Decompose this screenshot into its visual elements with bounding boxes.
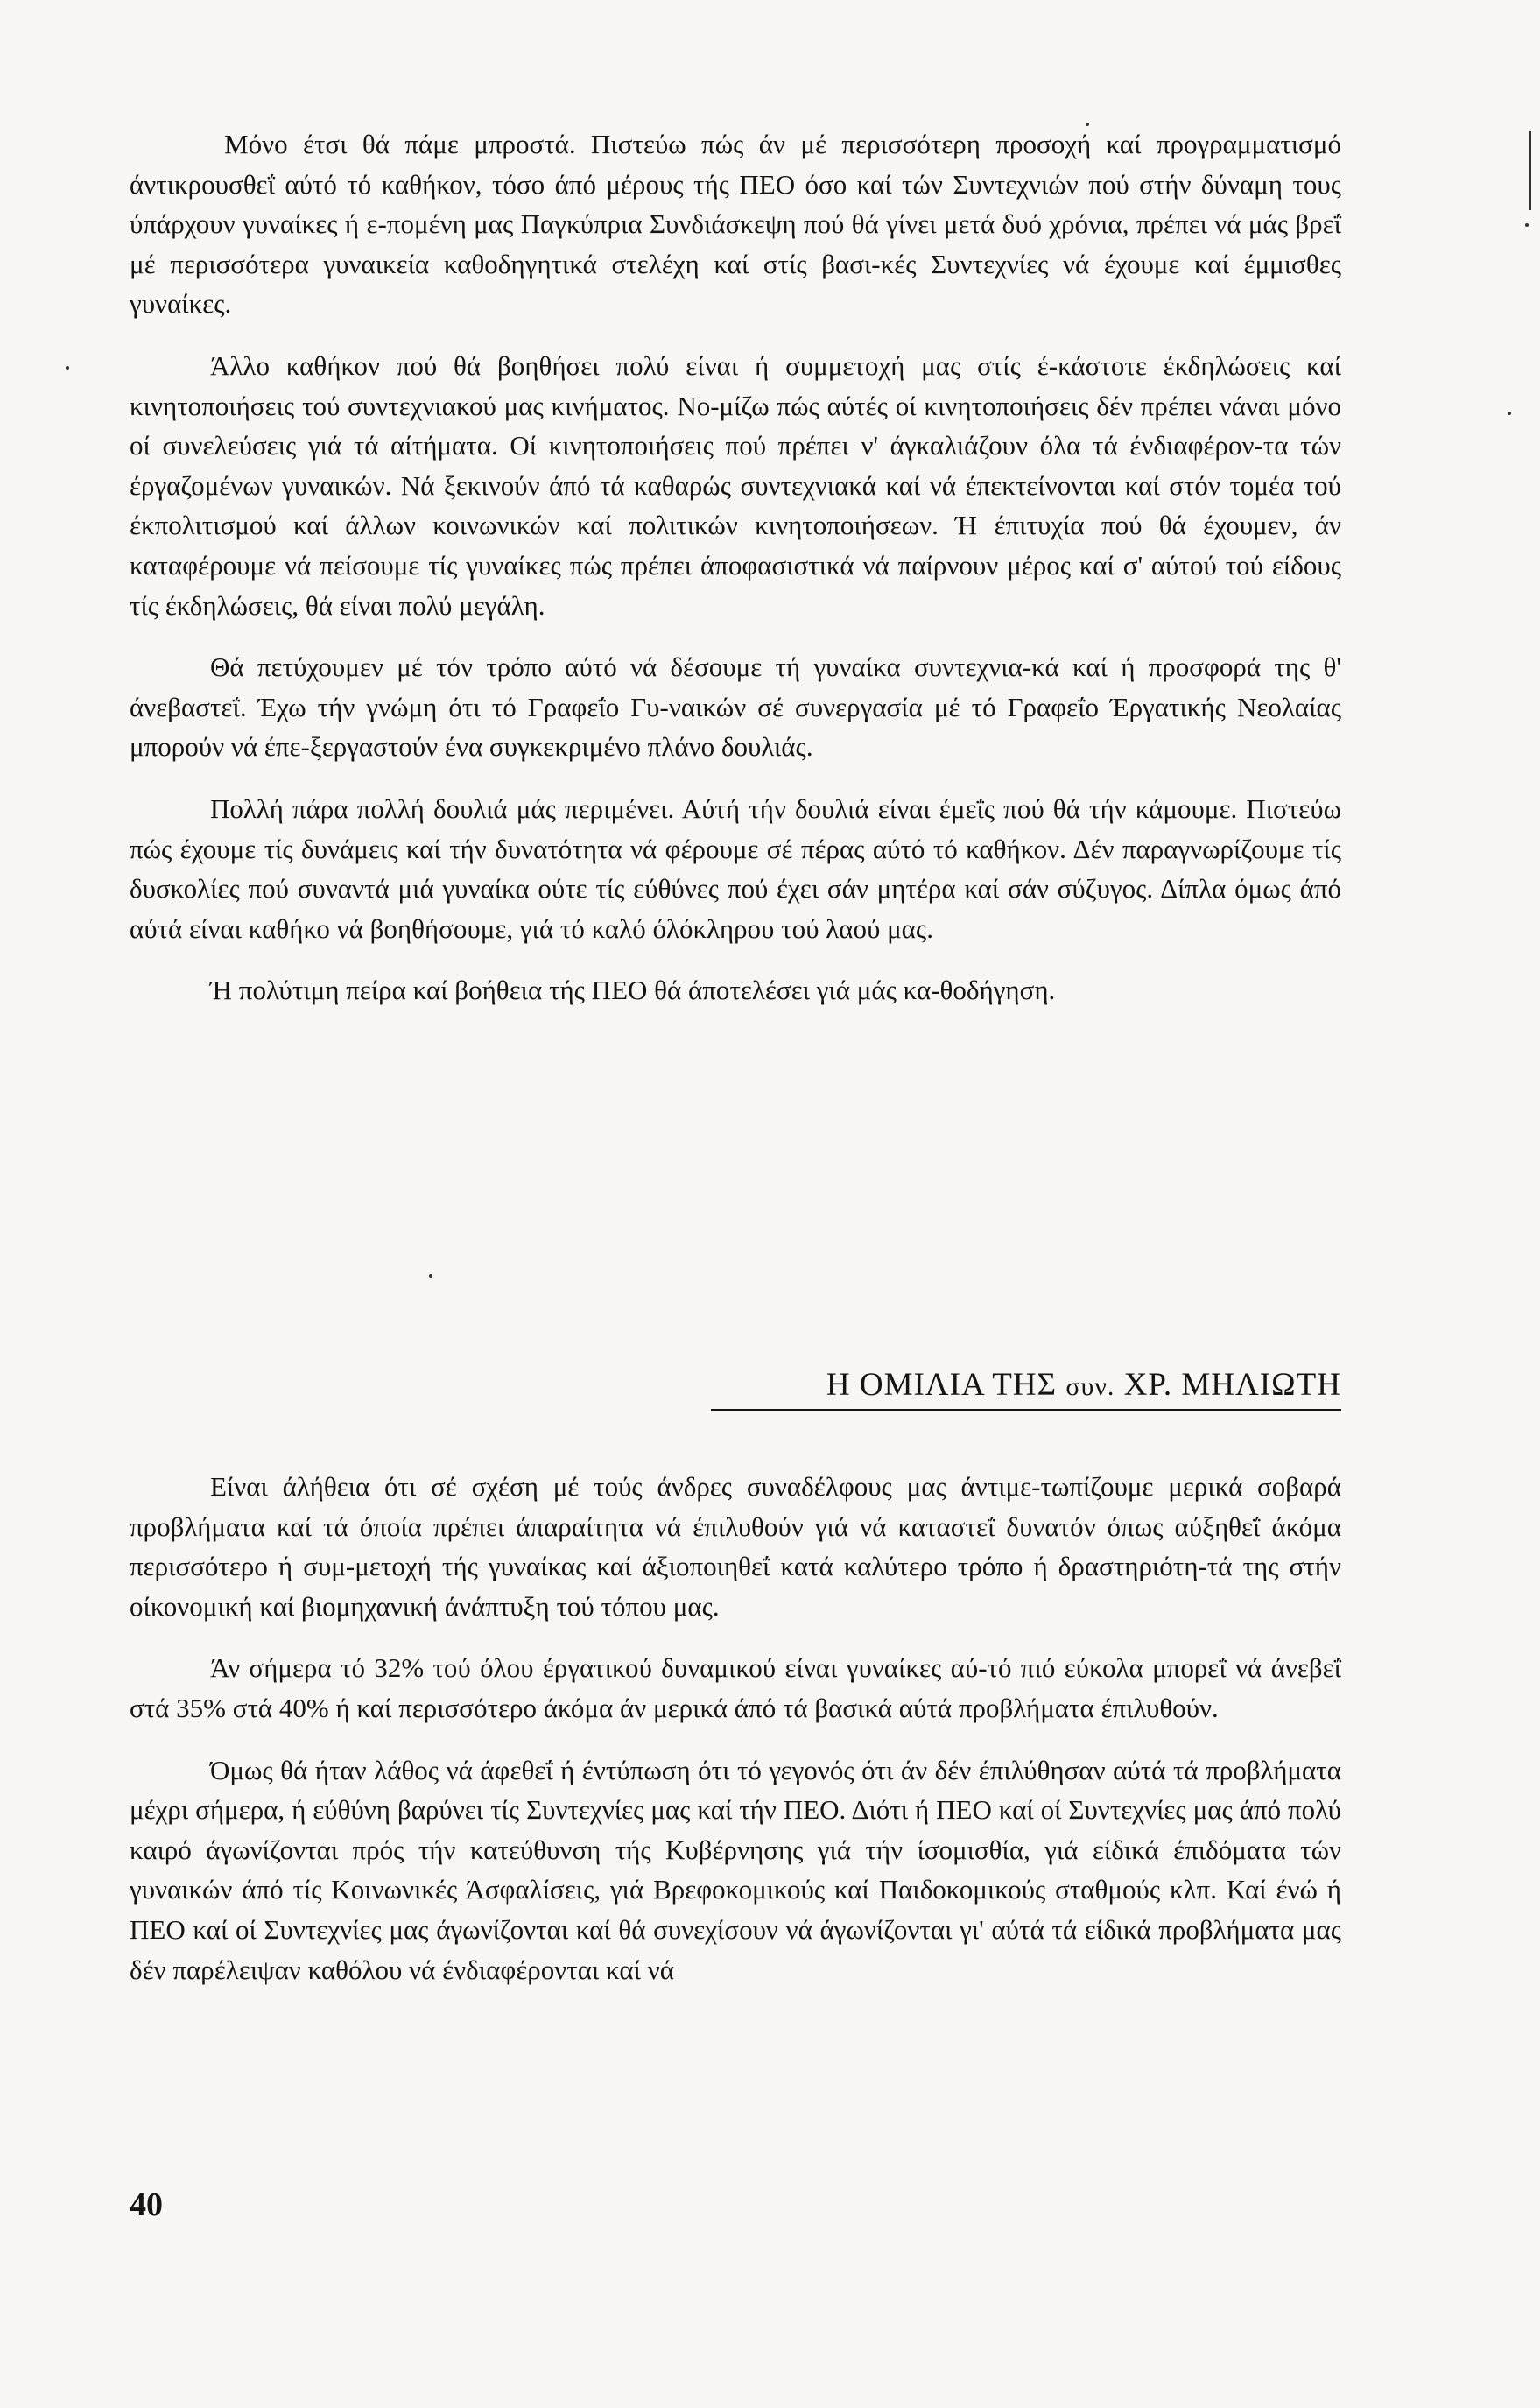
scan-dust-dot	[66, 366, 69, 370]
paragraph: Όμως θά ήταν λάθος νά άφεθεΐ ή έντύπωση ότι τό γεγονός ότι άν δέν έπιλύθησαν αύτά τά προβλήματα μέχρι σήμερα, ή εύθύνη βαρύνει τίς Συντεχνίες μας καί τήν ΠΕΟ. Διότι ή ΠΕΟ καί οί Συντεχνίες μας άπό πολύ καιρό άγωνίζονται πρός τήν κατεύθυνση τής Κυβέρνησης γιά τήν ίσομισθία, γιά είδικά έπιδόματα τών γυναικών άπό τίς Κοινωνικές Άσφαλίσεις, γιά Βρεφοκομικούς καί Παιδοκομικούς σταθμούς κλπ. Καί ένώ ή ΠΕΟ καί οί Συντεχνίες μας άγωνίζονται καί θά συνεχίσουν νά άγωνίζονται γι' αύτά τά είδικά προβλήματα μας δέν παρέλειψαν καθόλου νά ένδιαφέρονται καί νά	[130, 1754, 1341, 1985]
scan-dust-dot	[1508, 412, 1511, 415]
paragraph: Θά πετύχουμεν μέ τόν τρόπο αύτό νά δέσουμε τή γυναίκα συντεχνια-κά καί ή προσφορά της θ' άνεβαστεΐ. Έχω τήν γνώμη ότι τό Γραφεΐο Γυ-ναικών σέ συνεργασία μέ τό Γραφεΐο Έργατικής Νεολαίας μπορούν νά έπε-ξεργαστούν ένα συγκεκριμένο πλάνο δουλιάς.	[130, 651, 1341, 763]
scan-dust-dot	[429, 1274, 432, 1278]
section-heading	[130, 1366, 1341, 1404]
heading-underline	[711, 1409, 1341, 1411]
heading-main-text: Η ΟΜΙΛΙΑ ΤΗΣ	[826, 1367, 1058, 1403]
heading-small-text: συν.	[1065, 1372, 1115, 1401]
paragraph: Ή πολύτιμη πείρα καί βοήθεια τής ΠΕΟ θά άποτελέσει γιά μάς κα-θοδήγηση.	[210, 975, 1056, 1006]
paragraph: Μόνο έτσι θά πάμε μπροστά. Πιστεύω πώς άν μέ περισσότερη προσοχή καί προγραμματισμό άντικρουσθεΐ αύτό τό καθήκον, τόσο άπό μέρους τής ΠΕΟ όσο καί τών Συντεχνιών πού στήν δύναμη τους ύπάρχουν γυναίκες ή ε-πομένη μας Παγκύπρια Συνδιάσκεψη πού θά γίνει μετά δυό χρόνια, πρέπει νά μάς βρεΐ μέ περισσότερα γυναικεία καθοδηγητικά στελέχη καί στίς βασι-κές Συντεχνίες νά έχουμε καί έμμισθες γυναίκες.	[130, 129, 1341, 320]
section-upper-text	[130, 124, 1341, 1032]
paragraph: Είναι άλήθεια ότι σέ σχέση μέ τούς άνδρες συναδέλφους μας άντιμε-τωπίζουμε μερικά σοβαρά προβλήματα καί τά όποία πρέπει άπαραίτητα νά έπιλυθούν γιά νά καταστεΐ δυνατόν όπως αύξηθεΐ άκόμα περισσότερο ή συμ-μετοχή τής γυναίκας καί άξιοποιηθεΐ κατά καλύτερο τρόπο ή δραστηριότη-τά της στήν οίκονομική καί βιομηχανική άνάπτυξη τού τόπου μας.	[130, 1471, 1341, 1622]
heading-name-text: ΧΡ. ΜΗΛΙΩΤΗ	[1123, 1367, 1341, 1403]
scan-edge-mark	[1529, 131, 1531, 210]
paragraph: Άν σήμερα τό 32% τού όλου έργατικού δυναμικού είναι γυναίκες αύ-τό πιό εύκολα μπορεΐ νά άνεβεΐ στά 35% στά 40% ή καί περισσότερο άκόμα άν μερικά άπό τά βασικά αύτά προβλήματα έπιλυθούν.	[130, 1652, 1341, 1723]
page-number: 40	[130, 2186, 163, 2223]
paragraph: Πολλή πάρα πολλή δουλιά μάς περιμένει. Αύτή τήν δουλιά είναι έμεΐς πού θά τήν κάμουμε. Πιστεύω πώς έχουμε τίς δυνάμεις καί τήν δυνατότητα νά φέρουμε σέ πέρας αύτό τό καθήκον. Δέν παραγνωρίζουμε τίς δυσκολίες πού συναντά μιά γυναίκα ούτε τίς εύθύνες πού έχει σάν μητέρα καί σάν σύζυγος. Δίπλα όμως άπό αύτά είναι καθήκο νά βοηθήσουμε, γιά τό καλό όλόκληρου τού λαού μας.	[130, 792, 1341, 944]
scan-dust-dot	[1086, 123, 1089, 126]
paragraph: Άλλο καθήκον πού θά βοηθήσει πολύ είναι ή συμμετοχή μας στίς έ-κάστοτε έκδηλώσεις καί κινητοποιήσεις τού συντεχνιακού μας κινήματος. Νο-μίζω πώς αύτές οί κινητοποιήσεις δέν πρέπει νάναι μόνο οί συνελεύσεις γιά τά αίτήματα. Οί κινητοποιήσεις πού πρέπει ν' άγκαλιάζουν όλα τά ένδιαφέρον-τα τών έργαζομένων γυναικών. Νά ξεκινούν άπό τά καθαρώς συντεχνιακά καί νά έπεκτείνονται καί στόν τομέα τού έκπολιτισμού καί άλλων κοινωνικών καί πολιτικών κινητοποιήσεων. Ή έπιτυχία πού θά έχουμεν, άν καταφέρουμε νά πείσουμε τίς γυναίκες πώς πρέπει άποφασιστικά νά παίρνουν μέρος καί σ' αύτού τού είδους τίς έκδηλώσεις, θά είναι πολύ μεγάλη.	[130, 349, 1341, 621]
scan-dust-dot	[1525, 223, 1529, 227]
section-lower-text	[130, 1467, 1341, 2011]
